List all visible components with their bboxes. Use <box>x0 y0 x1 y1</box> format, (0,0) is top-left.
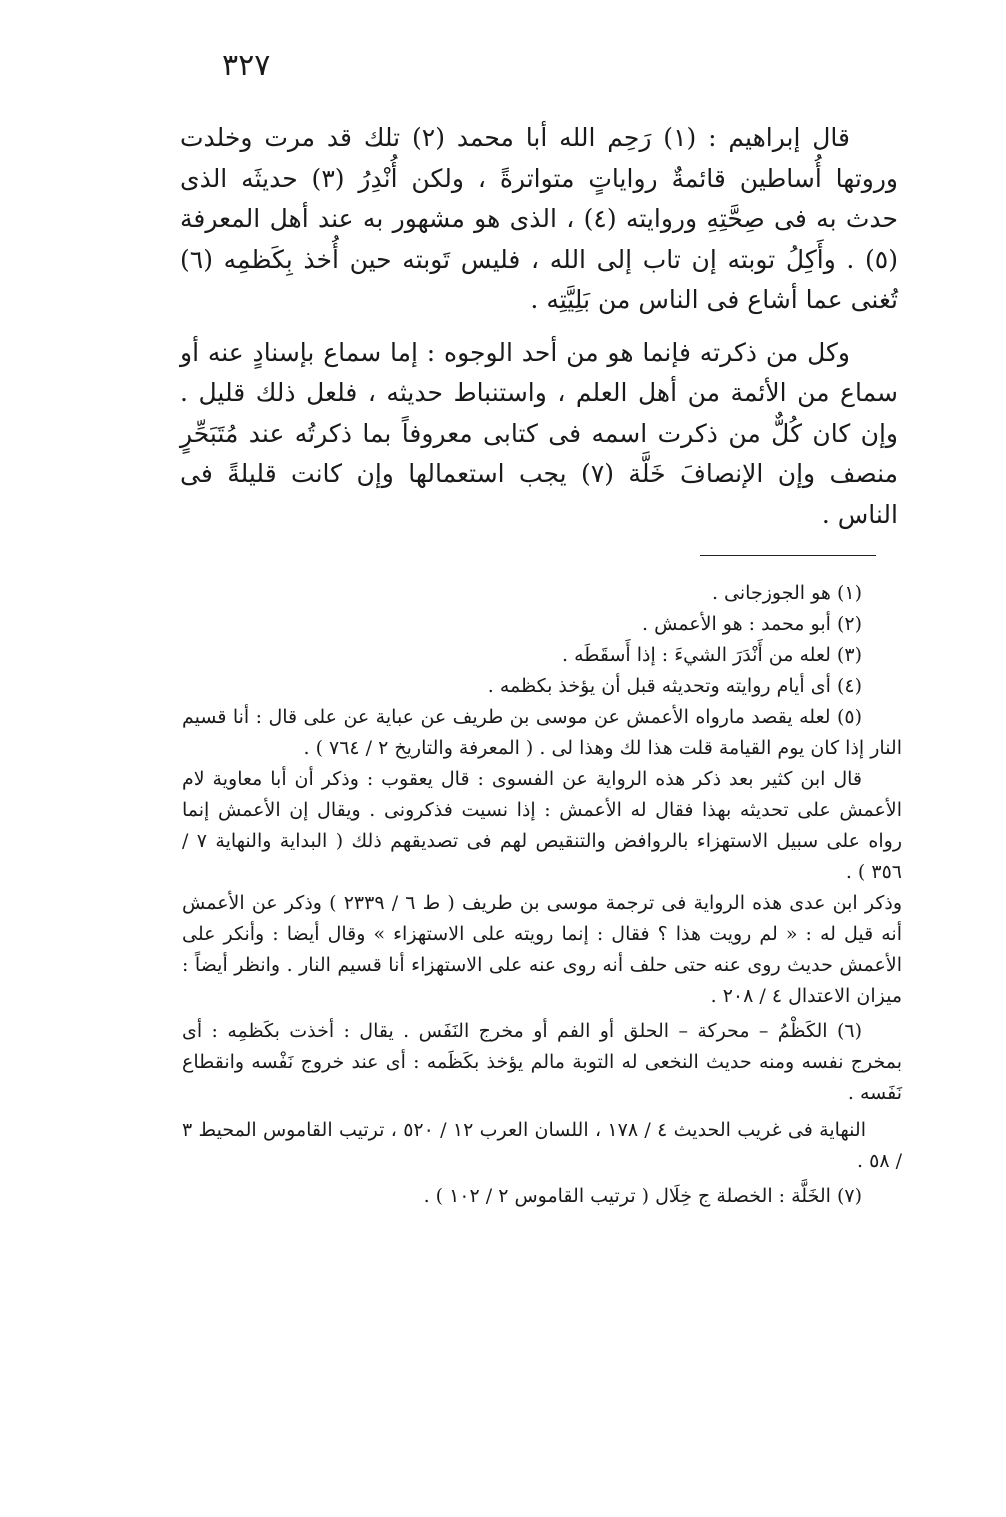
footnote-2: (٢) أبو محمد : هو الأعمش . <box>641 613 862 635</box>
footnote-4: (٤) أى أيام روايته وتحديثه قبل أن يؤخذ بكظمه . <box>487 675 862 697</box>
main-paragraph-1: قال إبراهيم : (١) رَحِم الله أبا محمد (٢) تلك قد مرت وخلدت وروتها أُساطين قائمةٌ رواياتٍ متواترةً ، ولكن أُنْدِرُ (٣) حديثَه الذى حدث به فى صِحَّتِهِ وروايته (٤) ، الذى هو مشهور به عند أهل المعرفة (٥) . وأَكِلُ توبته إن تاب إلى الله ، فليس تَوبته حين أُخذ بِكَظمِه (٦) تُغنى عما أشاع فى الناس من بَلِيَّتِه . <box>180 123 899 314</box>
footnote-6: (٦) الكَظْمُ – محركة – الحلق أو الفم أو مخرج النَفَس . يقال : أخذت بكَظمِه : أى بمخرج نفسه ومنه حديث النخعى له التوبة مالم يؤخذ بكَظَمه : أى عند خروج نَفْسه وانقطاع نَفَسه . <box>182 1020 902 1104</box>
page-number: ٣٢٧ <box>222 48 271 83</box>
footnote-5-continued-2: وذكر ابن عدى هذه الرواية فى ترجمة موسى بن طريف ( ط ٦ / ٢٣٣٩ ) وذكر عن الأعمش أنه قيل له : « لم رويت هذا ؟ فقال : إنما رويته على الاستهزاء » وقال أيضا : وأنكر على الأعمش حديث روى عنه حتى حلف أنه روى عنه على الاستهزاء أنا قسيم النار . وانظر أيضاً : ميزان الاعتدال ٤ / ٢٠٨ . <box>182 892 902 1007</box>
footnotes <box>182 578 902 1212</box>
footnote-1: (١) هو الجوزجانى . <box>711 582 862 604</box>
main-paragraph-2: وكل من ذكرته فإنما هو من أحد الوجوه : إما سماع بإسنادٍ عنه أو سماع من الأئمة من أهل العلم ، واستنباط حديثه ، فلعل ذلك قليل . وإن كان كُلٌّ من ذكرت اسمه فى كتابى معروفاً بما ذكرتُه عند مُتَبَحِّرٍ منصف وإن الإنصافَ خَلَّة (٧) يجب استعمالها وإن كانت قليلةً فى الناس . <box>180 337 899 529</box>
footnote-6-sources: النهاية فى غريب الحديث ٤ / ١٧٨ ، اللسان العرب ١٢ / ٥٢٠ ، ترتيب القاموس المحيط ٣ / ٥٨ . <box>182 1119 902 1172</box>
footnote-5: (٥) لعله يقصد مارواه الأعمش عن موسى بن طريف عن عباية عن على قال : أنا قسيم النار إذا كان يوم القيامة قلت هذا لك وهذا لى . ( المعرفة والتاريخ ٢ / ٧٦٤ ) . <box>182 706 902 759</box>
footnote-7: (٧) الخَلَّة : الخصلة ج خِلَال ( ترتيب القاموس ٢ / ١٠٢ ) . <box>423 1185 862 1207</box>
footnote-3: (٣) لعله من أَنْدَرَ الشيءَ : إذا أَسقَطَه . <box>562 644 862 666</box>
main-text <box>180 118 898 535</box>
footnote-divider <box>700 555 876 556</box>
footnote-5-continued: قال ابن كثير بعد ذكر هذه الرواية عن الفسوى : قال يعقوب : وذكر أن أبا معاوية لام الأعمش على تحديثه بهذا فقال له الأعمش : إذا نسيت فذكرونى . ويقال إن الأعمش إنما رواه على سبيل الاستهزاء بالروافض والتنقيص لهم فى تصديقهم ذلك ( البداية والنهاية ٧ / ٣٥٦ ) . <box>182 768 902 883</box>
